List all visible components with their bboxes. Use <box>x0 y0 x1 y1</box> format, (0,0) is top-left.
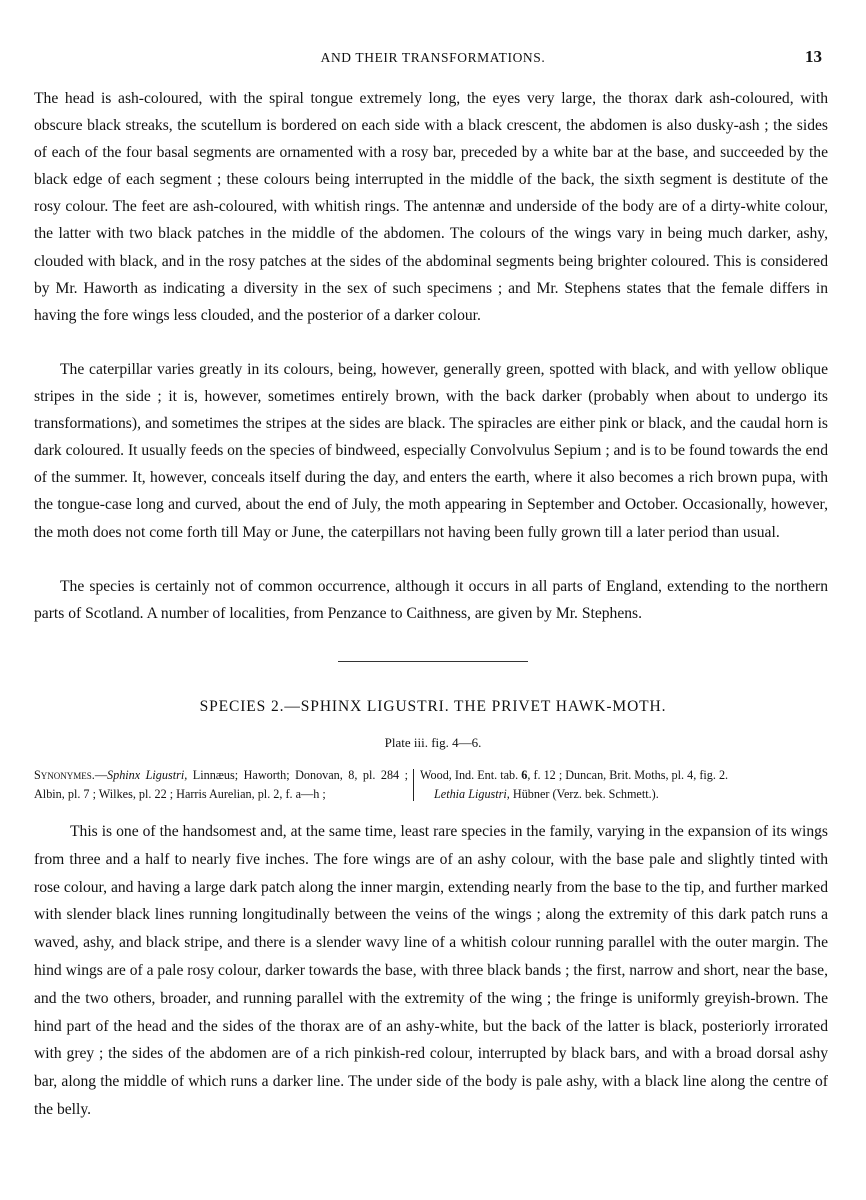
synonyms-left-text: Linnæus; Haworth; Donovan, 8, pl. 284 ; Albin, pl. 7 ; Wilkes, pl. 22 ; Harris Aurelian, pl. 2, f. a—h ; <box>34 768 409 801</box>
body-paragraph-4: This is one of the handsomest and, at the same time, least rare species in the family, varying in the expansion of its wings from three and a half to nearly five inches. The fore wings are of an ashy colour, with the base pale and slightly tinted with rose colour, and having a large dark patch along the inner margin, extending nearly from the base to the tip, and further marked with slender black lines running longitudinally between the veins of the wings ; along the extremity of this dark patch runs a waved, ashy, and black stripe, and there is a slender wavy line of a whitish colour running parallel with the outer margin. The hind wings are of a pale rosy colour, darker towards the base, with three black bands ; the first, narrow and short, near the base, and the two others, broader, and running parallel with the extremity of the wing ; the fringe is uniformly greyish-brown. The hind part of the head and the sides of the thorax are of an ashy-white, but the back of the latter is black, posteriorly irrorated with grey ; the sides of the abdomen are of a rich pinkish-red colour, interrupted by black bars, and with a broad dorsal ashy bar, along the middle of which runs a darker line. The under side of the body is pale ashy, with a black line along the centre of the belly. <box>34 823 828 1118</box>
plate-reference: Plate iii. fig. 4—6. <box>384 735 482 750</box>
column-rule <box>413 769 414 801</box>
body-paragraph-1: The head is ash-coloured, with the spiral tongue extremely long, the eyes very large, the thorax dark ash-coloured, with obscure black streaks, the scutellum is bordered on each side with a black crescent, the abdomen is also dusky-ash ; the sides of each of the four basal segments are ornamented with a rosy bar, preceded by a white bar at the base, and succeeded by the black edge of each segment ; these colours being interrupted in the middle of the back, the sixth segment is destitute of the rosy colour. The feet are ash-coloured, with whitish rings. The antennæ and underside of the body are of a dirty-white colour, the latter with two black patches in the middle of the abdomen. The colours of the wings vary in being much darker, ashy, clouded with black, and in the rosy patches at the sides of the abdominal segments being brighter coloured. This is considered by Mr. Haworth as indicating a diversity in the sex of such specimens ; and Mr. Stephens states that the female differs in having the fore wings less clouded, and the posterior of a darker colour. <box>34 90 828 324</box>
plate-number-mark: 6 <box>521 768 528 782</box>
section-divider <box>338 661 528 662</box>
synonym-sphinx-ligustri: Sphinx Ligustri, <box>107 768 188 782</box>
synonyms-right-text-1: Wood, Ind. Ent. tab. <box>420 768 522 782</box>
body-paragraph-2: The caterpillar varies greatly in its colours, being, however, generally green, spotted with black, and with yellow oblique stripes in the side ; it is, however, sometimes entirely brown, with the back darker (probably when about to undergo its transformations), and sometimes the stripes at the sides are black. The spiracles are either pink or black, and the caudal horn is dark coloured. It usually feeds on the species of bindweed, especially Convolvulus Sepium ; and is to be found towards the end of the summer. It, however, conceals itself during the day, and enters the earth, where it also becomes a rich brown pupa, with the tongue-case long and curved, about the end of July, the moth appearing in September and October. Occasionally, however, the moth does not come forth till May or June, the caterpillars not having been fully grown till a later period than usual. <box>34 361 828 541</box>
species-heading: SPECIES 2.—SPHINX LIGUSTRI. THE PRIVET HAWK-MOTH. <box>199 698 667 715</box>
running-head: AND THEIR TRANSFORMATIONS. <box>320 50 546 65</box>
synonym-lethia-ligustri: Lethia Ligustri, <box>434 787 510 801</box>
synonyms-left-column <box>34 766 408 804</box>
synonyms-right-column <box>420 766 830 804</box>
synonyms-right-text-3: Hübner (Verz. bek. Schmett.). <box>509 787 659 801</box>
synonyms-label: Synonymes.— <box>34 768 108 782</box>
synonyms-right-text-2: , f. 12 ; Duncan, Brit. Moths, pl. 4, fig. 2. <box>527 768 729 782</box>
synonyms-block <box>34 766 830 804</box>
body-paragraph-3: The species is certainly not of common occurrence, although it occurs in all parts of England, extending to the northern parts of Scotland. A number of localities, from Penzance to Caithness, are given by Mr. Stephens. <box>34 578 828 623</box>
page-number: 13 <box>805 47 822 66</box>
